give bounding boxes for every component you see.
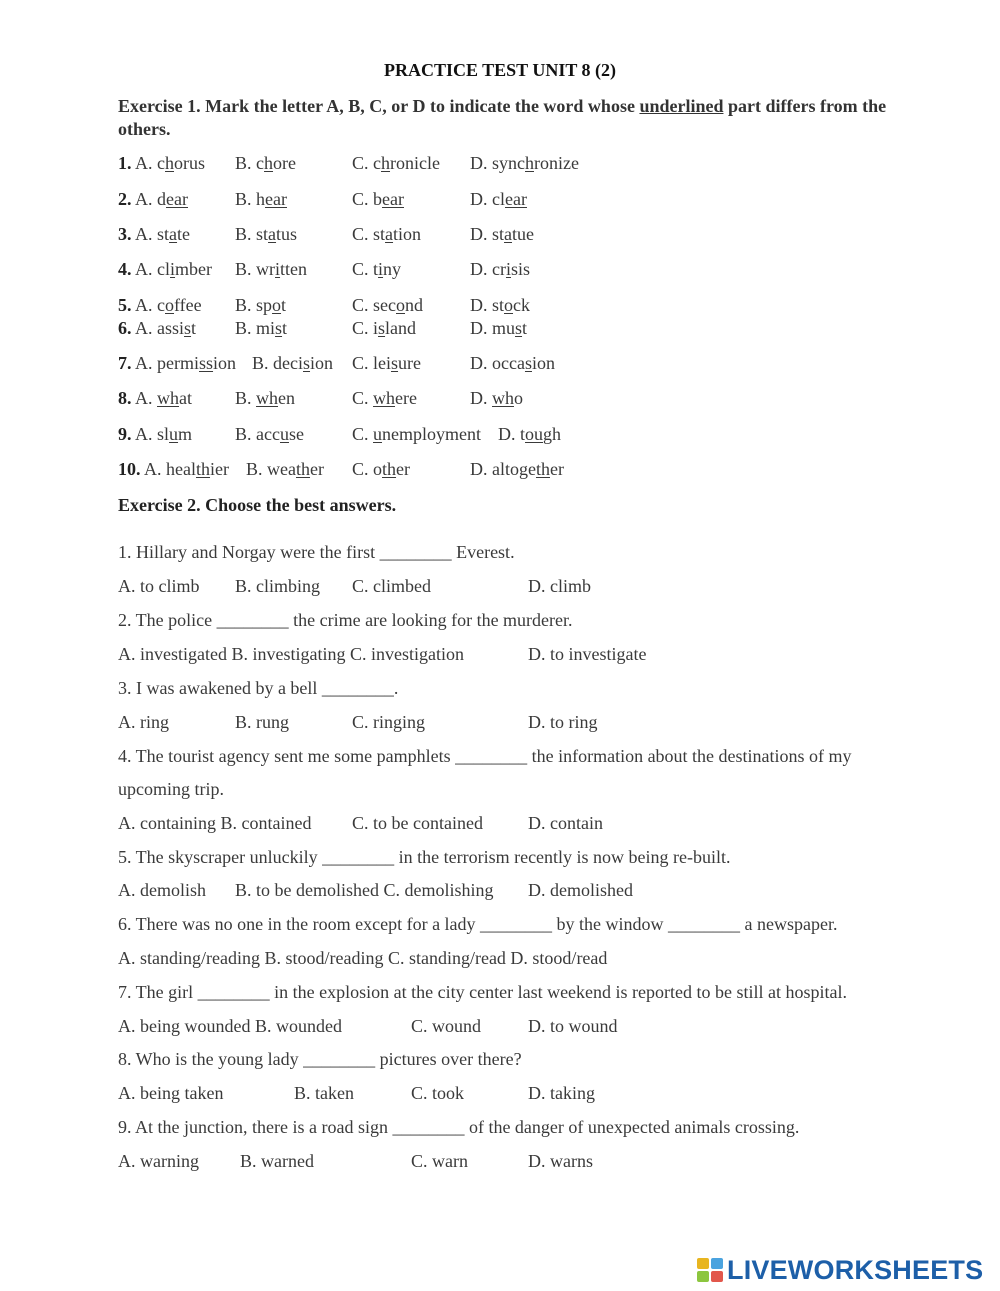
- question-line: 6. There was no one in the room except for a lady ________ by the window ________ a newspaper.: [118, 914, 838, 934]
- exercise-1-option: B. when: [235, 388, 296, 408]
- exercise-1-option: C. unemployment: [352, 424, 481, 444]
- logo-square: [711, 1258, 723, 1269]
- question-line: 5. The skyscraper unluckily ________ in the terrorism recently is now being re-built.: [118, 847, 731, 867]
- question-number: 8.: [118, 388, 132, 408]
- exercise-1-option: D. stock: [470, 295, 531, 315]
- exercise-1-instruction: Exercise 1. Mark the letter A, B, C, or D to indicate the word whose underlined part differs from the others.: [118, 96, 887, 139]
- logo-square: [697, 1258, 709, 1269]
- underlined-part: th: [535, 459, 550, 479]
- exercise-1-option: B. spot: [235, 295, 287, 315]
- underlined-part: i: [275, 259, 281, 279]
- exercise-1-option: C. bear: [352, 189, 404, 209]
- exercise-1-option: C. where: [352, 388, 417, 408]
- underlined-part: ear: [166, 189, 188, 209]
- underlined-part: i: [170, 259, 176, 279]
- answer-option: D. taking: [528, 1083, 595, 1103]
- answer-option: B. rung: [235, 712, 289, 732]
- exercise-1-option: C. tiny: [352, 259, 402, 279]
- answer-option: A. standing/reading B. stood/reading C. standing/read D. stood/read: [118, 948, 608, 968]
- underlined-part: s: [303, 353, 311, 373]
- underlined-part: wh: [373, 388, 396, 408]
- question-line: 4. The tourist agency sent me some pamphlets ________ the information about the destinations of my: [118, 746, 852, 766]
- exercise-1-option: D. synchronize: [470, 153, 579, 173]
- answer-option: D. contain: [528, 813, 603, 833]
- underlined-part: th: [296, 459, 311, 479]
- exercise-1-option: 3. A. state: [118, 224, 191, 244]
- exercise-1-option: D. must: [470, 318, 528, 338]
- question-number: 3.: [118, 224, 132, 244]
- answer-option: B. warned: [240, 1151, 314, 1171]
- answer-option: A. warning: [118, 1151, 199, 1171]
- exercise-1-option: 1. A. chorus: [118, 153, 206, 173]
- underlined-part: a: [169, 224, 178, 244]
- answer-option: C. warn: [411, 1151, 468, 1171]
- answer-option: D. warns: [528, 1151, 593, 1171]
- exercise-1-option: 2. A. dear: [118, 189, 188, 209]
- underlined-part: o: [396, 295, 405, 315]
- exercise-1-option: D. occasion: [470, 353, 555, 373]
- answer-option: D. to ring: [528, 712, 598, 732]
- exercise-1-label: Exercise 1.: [118, 96, 201, 116]
- underlined-part: u: [279, 424, 289, 444]
- logo-square: [711, 1271, 723, 1282]
- answer-option: C. took: [411, 1083, 465, 1103]
- exercise-1-option: D. statue: [470, 224, 535, 244]
- question-line: 9. At the junction, there is a road sign ________ of the danger of unexpected animals crossing.: [118, 1117, 800, 1137]
- exercise-1-option: B. chore: [235, 153, 296, 173]
- underlined-part: ou: [525, 424, 544, 444]
- exercise-1-option: B. status: [235, 224, 298, 244]
- exercise-1-option: 6. A. assist: [118, 318, 197, 338]
- logo-mark-icon: [697, 1258, 723, 1282]
- exercise-2-heading: Exercise 2. Choose the best answers.: [118, 495, 397, 515]
- answer-option: D. demolished: [528, 880, 633, 900]
- exercise-1-option: 5. A. coffee: [118, 295, 202, 315]
- question-number: 9.: [118, 424, 132, 444]
- question-line: 3. I was awakened by a bell ________.: [118, 678, 399, 698]
- answer-option: B. to be demolished C. demolishing: [235, 880, 494, 900]
- underlined-part: s: [391, 353, 399, 373]
- exercise-1-option: C. station: [352, 224, 422, 244]
- answer-option: C. to be contained: [352, 813, 483, 833]
- answer-option: D. to wound: [528, 1016, 618, 1036]
- underlined-part: ss: [199, 353, 214, 373]
- exercise-1-option: B. written: [235, 259, 308, 279]
- exercise-1-option: 10. A. healthier: [118, 459, 229, 479]
- exercise-1-option: D. tough: [498, 424, 562, 444]
- question-line: 8. Who is the young lady ________ pictures over there?: [118, 1049, 522, 1069]
- exercise-1-option: B. mist: [235, 318, 288, 338]
- underlined-part: th: [382, 459, 397, 479]
- question-line: 1. Hillary and Norgay were the first ________ Everest.: [118, 542, 515, 562]
- exercise-1-option: 4. A. climber: [118, 259, 213, 279]
- exercise-1-option: D. clear: [470, 189, 527, 209]
- underlined-part: wh: [157, 388, 180, 408]
- answer-option: D. to investigate: [528, 644, 647, 664]
- answer-option: B. climbing: [235, 576, 320, 596]
- underlined-part: i: [378, 259, 384, 279]
- answer-option: C. climbed: [352, 576, 431, 596]
- underlined-part: h: [381, 153, 391, 173]
- exercise-1-option: 8. A. what: [118, 388, 193, 408]
- exercise-1-option: B. decision: [252, 353, 334, 373]
- answer-option: D. climb: [528, 576, 591, 596]
- underlined-part: o: [272, 295, 282, 315]
- answer-option: C. ringing: [352, 712, 426, 732]
- question-line: 7. The girl ________ in the explosion at the city center last weekend is reported to be still at hospital.: [118, 982, 847, 1002]
- exercise-1-option: B. hear: [235, 189, 287, 209]
- answer-option: A. being taken: [118, 1083, 224, 1103]
- answer-option: A. investigated B. investigating C. investigation: [118, 644, 464, 664]
- exercise-1-option: D. who: [470, 388, 523, 408]
- exercise-1-option: C. second: [352, 295, 423, 315]
- exercise-1-option: C. chronicle: [352, 153, 440, 173]
- exercise-1-option: D. crisis: [470, 259, 531, 279]
- question-number: 10.: [118, 459, 141, 479]
- underlined-part: o: [165, 295, 175, 315]
- underlined-part: h: [264, 153, 274, 173]
- underlined-part: s: [515, 318, 523, 338]
- question-line-continued: upcoming trip.: [118, 779, 224, 799]
- underlined-part: a: [504, 224, 513, 244]
- exercise-1-option: B. weather: [246, 459, 324, 479]
- exercise-1-option: C. other: [352, 459, 411, 479]
- answer-option: C. wound: [411, 1016, 482, 1036]
- liveworksheets-logo: [697, 1252, 983, 1288]
- question-number: 7.: [118, 353, 132, 373]
- exercise-1-option: D. altogether: [470, 459, 564, 479]
- underlined-part: s: [524, 353, 532, 373]
- underlined-part: ear: [265, 189, 287, 209]
- underlined-part: u: [169, 424, 179, 444]
- answer-option: A. ring: [118, 712, 169, 732]
- underlined-part: ear: [505, 189, 527, 209]
- underlined-part: ear: [382, 189, 404, 209]
- underlined-part: a: [268, 224, 277, 244]
- logo-square: [697, 1271, 709, 1282]
- answer-option: A. being wounded B. wounded: [118, 1016, 342, 1036]
- question-number: 2.: [118, 189, 132, 209]
- underlined-part: a: [385, 224, 394, 244]
- exercise-1-option: C. island: [352, 318, 417, 338]
- underlined-part: o: [504, 295, 514, 315]
- question-number: 1.: [118, 153, 132, 173]
- question-number: 6.: [118, 318, 132, 338]
- answer-option: A. to climb: [118, 576, 200, 596]
- underlined-part: th: [196, 459, 211, 479]
- exercise-1-option: B. accuse: [235, 424, 304, 444]
- underlined-part: wh: [256, 388, 279, 408]
- question-number: 5.: [118, 295, 132, 315]
- underlined-part: h: [165, 153, 175, 173]
- answer-option: A. containing B. contained: [118, 813, 312, 833]
- answer-option: A. demolish: [118, 880, 206, 900]
- underlined-part: h: [525, 153, 534, 173]
- underlined-part: s: [378, 318, 386, 338]
- underlined-part: u: [373, 424, 383, 444]
- question-line: 2. The police ________ the crime are looking for the murderer.: [118, 610, 573, 630]
- answer-option: B. taken: [294, 1083, 354, 1103]
- underlined-part: i: [505, 259, 511, 279]
- page-title: PRACTICE TEST UNIT 8 (2): [383, 60, 617, 80]
- exercise-1-option: 7. A. permission: [118, 353, 237, 373]
- exercise-1-option: C. leisure: [352, 353, 422, 373]
- logo-text: LIVEWORKSHEETS: [727, 1254, 984, 1285]
- question-number: 4.: [118, 259, 132, 279]
- underlined-part: s: [275, 318, 283, 338]
- underlined-part: wh: [492, 388, 514, 408]
- exercise-1-option: 9. A. slum: [118, 424, 193, 444]
- underlined-part: s: [184, 318, 192, 338]
